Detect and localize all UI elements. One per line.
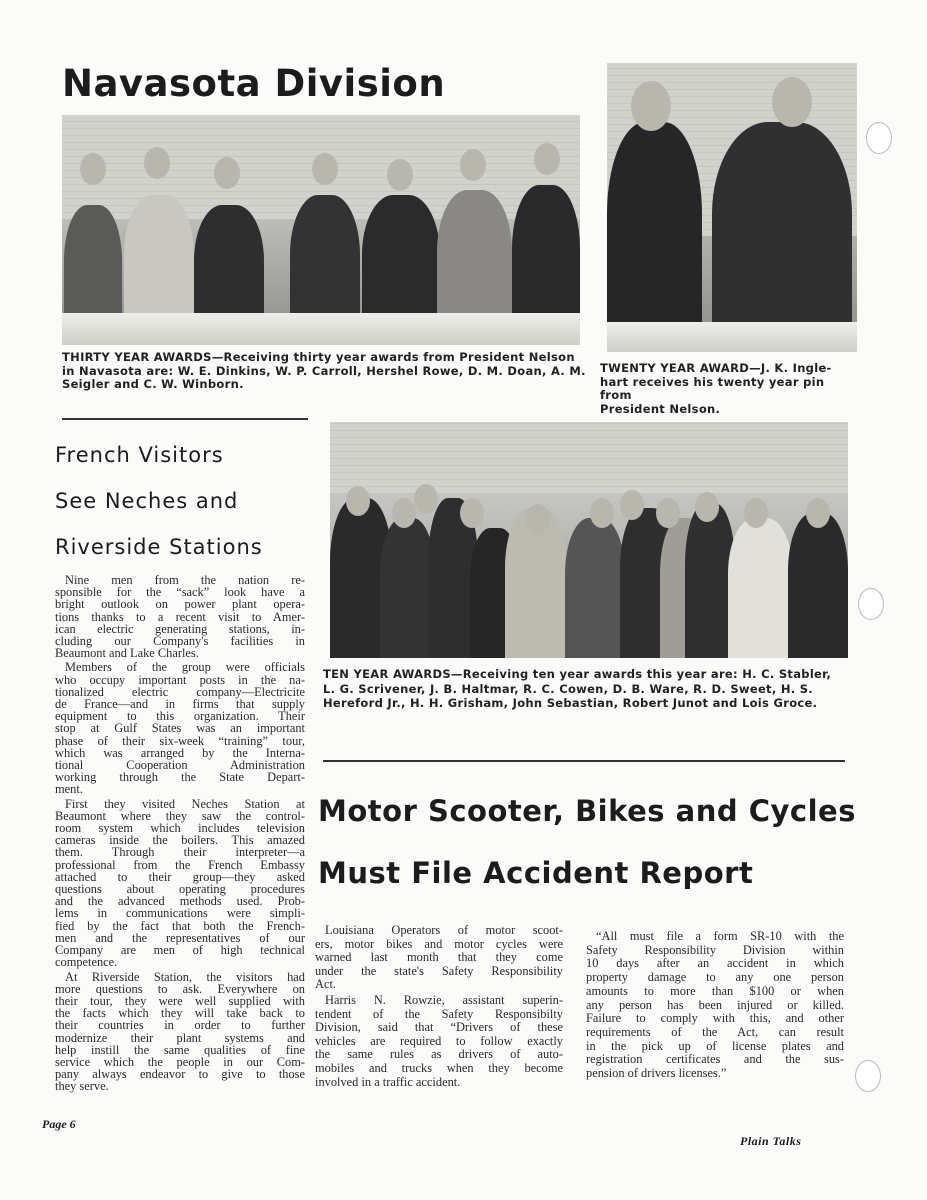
paragraph xyxy=(55,574,305,659)
french-visitors-title xyxy=(55,432,263,570)
text-line: who occupy important posts in the na- xyxy=(55,672,305,687)
text-line: “All must file a form SR-10 with the xyxy=(596,929,844,943)
text-line: fied by the fact that both the French- xyxy=(55,918,305,933)
scooter-article-column-1 xyxy=(315,924,563,1089)
text-line: amounts to more than $100 or when xyxy=(586,983,844,998)
text-line: equipment to this organization. Their xyxy=(55,709,305,724)
text-line: ment. xyxy=(55,782,83,797)
french-visitors-article xyxy=(55,574,305,1093)
text-line: any person has been injured or killed. xyxy=(586,997,844,1012)
text-line: vehicles are required to follow exactly xyxy=(315,1033,563,1048)
text-line: tendent of the Safety Responsibilty xyxy=(315,1006,563,1021)
text-line: de France—and in firms that supply xyxy=(55,697,305,712)
paragraph xyxy=(315,994,563,1089)
twenty-year-award-photo xyxy=(607,63,857,352)
text-line: Nine men from the nation re- xyxy=(65,573,305,587)
paragraph xyxy=(315,924,563,992)
text-line: competence. xyxy=(55,955,118,970)
text-line: them. Through their interpreter—a xyxy=(55,845,305,860)
text-line: they serve. xyxy=(55,1079,109,1094)
text-line: bright outlook on power plant opera- xyxy=(55,597,305,612)
caption-line: Seigler and C. W. Winborn. xyxy=(62,377,244,391)
page-number: Page 6 xyxy=(42,1117,76,1131)
text-line: help instill the same qualities of fine xyxy=(55,1042,305,1057)
thirty-year-awards-photo xyxy=(62,115,580,345)
text-line: Company are men of high technical xyxy=(55,943,305,958)
text-line: lems in communications were simpli- xyxy=(55,906,305,921)
text-line: under the state's Safety Responsibility xyxy=(315,963,563,978)
text-line: registration certificates and the sus- xyxy=(586,1052,844,1067)
text-line: Louisiana Operators of motor scoot- xyxy=(325,923,563,937)
headline-line: Motor Scooter, Bikes and Cycles xyxy=(318,794,856,828)
text-line: which was arranged by the Interna- xyxy=(55,745,305,760)
caption-line: THIRTY YEAR AWARDS—Receiving thirty year awards from President Nelson xyxy=(62,350,575,364)
text-line: First they visited Neches Station at xyxy=(65,796,305,811)
text-line: cluding our Company's facilities in xyxy=(55,634,305,649)
paragraph xyxy=(55,798,305,969)
text-line: warned last month that they come xyxy=(315,950,563,965)
caption-line: in Navasota are: W. E. Dinkins, W. P. Carroll, Hershel Rowe, D. M. Doan, A. M. xyxy=(62,363,586,378)
text-line: pany always endeavor to give to those xyxy=(55,1067,305,1082)
motor-scooter-headline xyxy=(318,780,856,904)
text-line: pension of drivers licenses.” xyxy=(586,1066,727,1081)
caption-line: TEN YEAR AWARDS—Receiving ten year awards this year are: H. C. Stabler, xyxy=(323,667,832,681)
text-line: Division, said that “Drivers of these xyxy=(315,1020,563,1035)
caption-line: L. G. Scrivener, J. B. Haltmar, R. C. Cowen, D. B. Ware, R. D. Sweet, H. S. xyxy=(323,681,813,696)
text-line: Members of the group were officials xyxy=(65,660,305,675)
text-line: tional Cooperation Administration xyxy=(55,758,305,773)
text-line: and the advanced methods used. Prob- xyxy=(55,894,305,909)
magazine-name: Plain Talks xyxy=(740,1134,802,1148)
paragraph xyxy=(586,930,844,1081)
text-line: mobiles and trucks when they become xyxy=(315,1060,563,1075)
scooter-article-column-2 xyxy=(586,930,844,1081)
thirty-year-awards-caption xyxy=(62,351,587,392)
text-line: phase of their six-week “training” tour, xyxy=(55,733,305,748)
text-line: service which the people in our Com- xyxy=(55,1054,305,1069)
text-line: Harris N. Rowzie, assistant superin- xyxy=(325,992,563,1007)
caption-line: hart receives his twenty year pin from xyxy=(600,374,825,402)
text-line: in the pick up of license plates and xyxy=(586,1038,844,1053)
text-line: professional from the French Embassy xyxy=(55,857,305,872)
paragraph xyxy=(55,661,305,795)
text-line: Beaumont and Lake Charles. xyxy=(55,646,199,661)
text-line: ers, motor bikes and motor cycles were xyxy=(315,936,563,951)
text-line: the same rules as drivers of auto- xyxy=(315,1047,563,1062)
text-line: their tour, they were well supplied with xyxy=(55,993,305,1008)
ten-year-awards-caption xyxy=(323,667,853,711)
caption-line: President Nelson. xyxy=(600,401,721,416)
text-line: involved in a traffic accident. xyxy=(315,1074,461,1089)
text-line: Safety Responsibility Division within xyxy=(586,942,844,957)
caption-line: TWENTY YEAR AWARD—J. K. Ingle- xyxy=(600,361,832,375)
punch-hole xyxy=(858,588,884,620)
ten-year-awards-photo xyxy=(330,422,848,658)
text-line: attached to their group—they asked xyxy=(55,869,305,884)
text-line: property damage to any one person xyxy=(586,970,844,985)
text-line: requirements of the Act, can result xyxy=(586,1024,844,1039)
divider xyxy=(323,760,845,762)
text-line: sponsible for the “sack” look have a xyxy=(55,585,305,600)
text-line: room system which includes television xyxy=(55,821,305,836)
text-line: Beaumont where they saw the control- xyxy=(55,808,305,823)
text-line: their countries in order to further xyxy=(55,1018,305,1033)
title-line: French Visitors xyxy=(55,443,224,467)
text-line: Failure to comply with this, and other xyxy=(586,1011,844,1026)
divider xyxy=(62,418,308,420)
text-line: At Riverside Station, the visitors had xyxy=(65,969,305,984)
text-line: modernize their plant systems and xyxy=(55,1030,305,1045)
paragraph xyxy=(55,971,305,1093)
text-line: tions thanks to a recent visit to Amer- xyxy=(55,609,305,624)
title-line: Riverside Stations xyxy=(55,535,263,559)
text-line: 10 days after an accident in which xyxy=(586,956,844,971)
twenty-year-award-caption xyxy=(600,362,860,416)
text-line: Act. xyxy=(315,977,336,992)
text-line: questions about operating procedures xyxy=(55,882,305,897)
navasota-title: Navasota Division xyxy=(62,62,446,105)
text-line: cameras inside the boilers. This amazed xyxy=(55,833,305,848)
text-line: the facts which they will take back to xyxy=(55,1006,305,1021)
headline-line: Must File Accident Report xyxy=(318,856,754,890)
text-line: men and the representatives of our xyxy=(55,930,305,945)
text-line: working through the State Depart- xyxy=(55,770,305,785)
text-line: ican electric generating stations, in- xyxy=(55,621,305,636)
punch-hole xyxy=(866,122,892,154)
punch-hole xyxy=(855,1060,881,1092)
text-line: stop at Gulf States was an important xyxy=(55,721,305,736)
text-line: tionalized electric company—Electricite xyxy=(55,684,305,699)
title-line: See Neches and xyxy=(55,489,239,513)
text-line: more questions to ask. Everywhere on xyxy=(55,981,305,996)
caption-line: Hereford Jr., H. H. Grisham, John Sebastian, Robert Junot and Lois Groce. xyxy=(323,696,818,710)
